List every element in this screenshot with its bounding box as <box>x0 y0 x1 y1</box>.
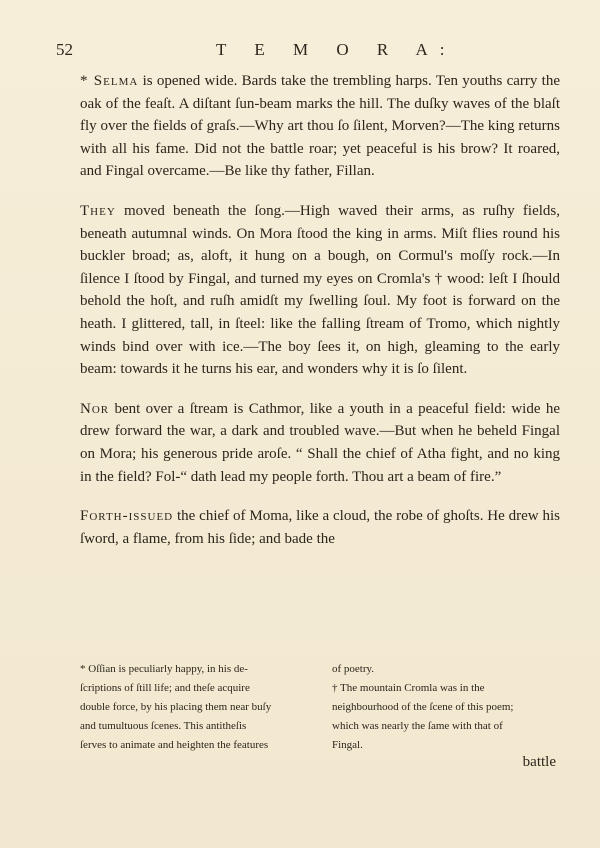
footnote-column-right <box>332 660 560 755</box>
footnote-line: and tumultuous ſcenes. This antitheſis <box>80 720 247 732</box>
catchword: battle <box>522 754 556 770</box>
footnote-line: neighbourhood of the ſcene of this poem; <box>332 701 514 713</box>
footnote-column-left <box>80 660 320 755</box>
footnote-line: double force, by his placing them near buſy <box>80 701 272 713</box>
footnote-line: † The mountain Cromla was in the <box>332 682 485 694</box>
paragraph-lead: Forth-issued <box>80 508 174 525</box>
footnote-line: ſcriptions of ſtill life; and theſe acquire <box>80 682 250 694</box>
footnote-line: * Oſſian is peculiarly happy, in his de- <box>80 663 248 675</box>
paragraph-lead: * Selma <box>80 73 139 89</box>
page-header <box>56 40 560 64</box>
footnote-line: of poetry. <box>332 663 375 675</box>
paragraph-text: moved beneath the ſong.—High waved their arms, as ruſhy fields, beneath autumnal winds. On Mora ſtood the king in arms. Miſt flies round his buckler broad; as, aloft, it hung on a bough, on Cormul's moſſy rock.—In ſilence I ſtood by Fingal, and turned my eyes on Cromla's † wood: leſt I ſhould behold the hoſt, and ruſh amidſt my ſwelling ſoul. My foot is forward on the heath. I glittered, tall, in ſteel: like the falling ſtream of Tromo, which nightly winds bind over with ice.—The boy ſees it, on high, gleaming to the early beam: towards it he turns his ear, and wonders why it is ſo ſilent. <box>80 202 560 378</box>
page-number: 52 <box>56 40 73 59</box>
paragraph <box>80 70 560 183</box>
paragraph-text: the chief of Moma, like a cloud, the robe of ghoſts. He drew his ſword, a flame, from his ſide; and bade the <box>80 508 560 547</box>
footnote-line: ſerves to animate and heighten the features <box>80 739 269 751</box>
body-text <box>80 70 560 567</box>
paragraph-text: is opened wide. Bards take the trembling harps. Ten youths carry the oak of the feaſt. A diſtant ſun-beam marks the hill. The duſky waves of the blaſt fly over the fields of graſs.—Why art thou ſo ſilent, Morven?—The king returns with all his fame. Did not the battle roar; yet peaceful is his brow? It roared, and Fingal overcame.—Be like thy father, Fillan. <box>80 73 560 180</box>
paragraph <box>80 505 560 550</box>
footnote-line: which was nearly the ſame with that of <box>332 720 503 732</box>
paragraph-text: bent over a ſtream is Cathmor, like a youth in a peaceful field: wide he drew forward the war, a dark and troubled wave.—But when he beheld Fingal on Mora; his generous pride aroſe. “ Shall the chief of Atha fight, and no king in the field? Fol-“ dath lead my people forth. Thou art a beam of fire.” <box>80 400 560 485</box>
footnote-line: Fingal. <box>332 739 363 751</box>
running-title: T E M O R A: <box>216 40 457 59</box>
footnotes <box>80 660 560 755</box>
paragraph <box>80 398 560 488</box>
paragraph <box>80 200 560 381</box>
paragraph-lead: Nor <box>80 400 110 417</box>
paragraph-lead: They <box>80 202 116 219</box>
